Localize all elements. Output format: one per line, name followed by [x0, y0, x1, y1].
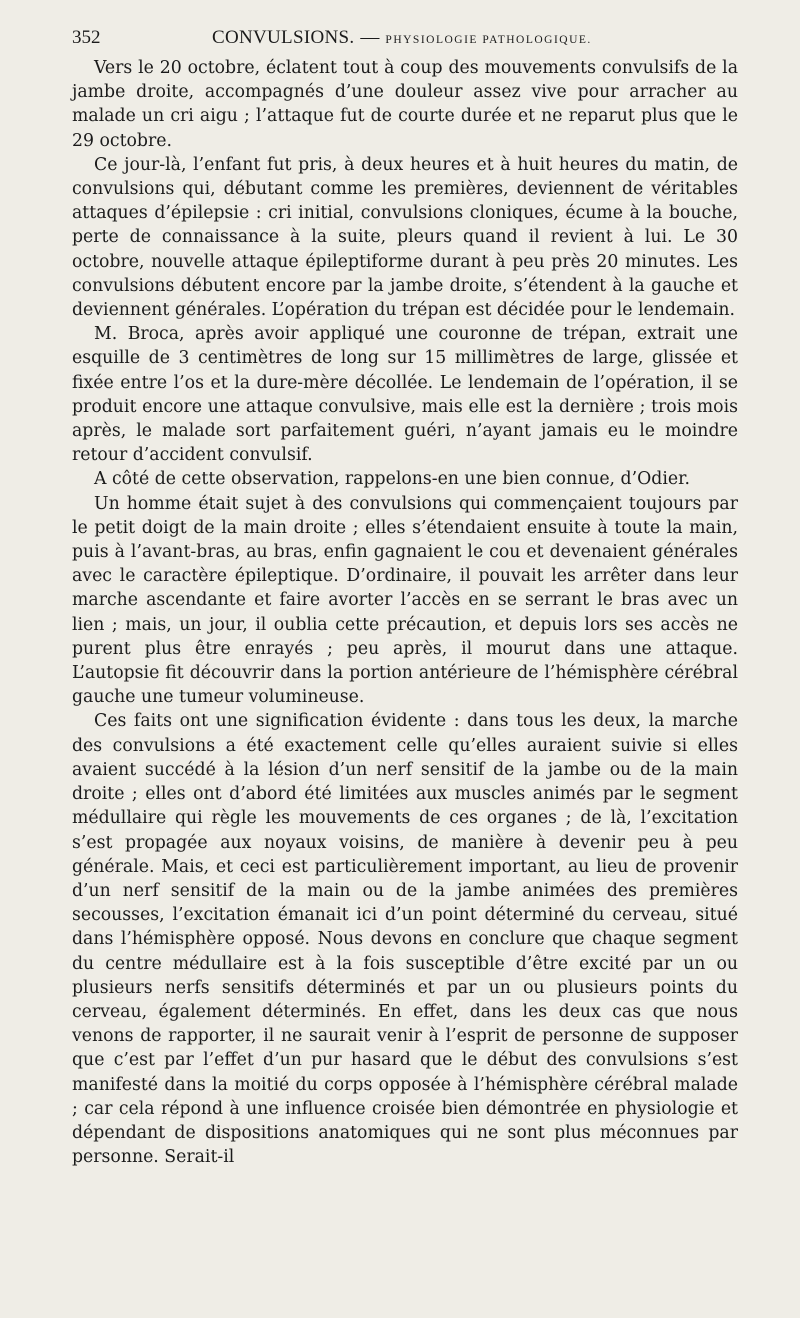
page-number: 352 — [72, 27, 101, 48]
paragraph-epileptic-attacks: Ce jour-là, l’enfant fut pris, à deux heures et à huit heures du matin, de convulsions qui, débutant comme les premières, deviennent de véritables attaques d’épilepsie : cri initial, convulsions cloniques, écume à la bouche, perte de connaissance à la suite, pleurs quand il revient à lui. Le 30 octobre, nouvelle attaque épileptiforme durant à peu près 20 minutes. Les convulsions débutent encore par la jambe droite, s’étendent à la gauche et deviennent générales. L’opération du trépan est décidée pour le lendemain. — [72, 154, 738, 321]
section-subtitle: PHYSIOLOGIE PATHOLOGIQUE. — [385, 34, 592, 46]
running-head — [72, 20, 738, 56]
body-text — [72, 56, 738, 1169]
chapter-title: CONVULSIONS. — [212, 27, 355, 48]
title-separator: — — [360, 27, 380, 48]
paragraph-broca-trepanation: M. Broca, après avoir appliqué une couronne de trépan, extrait une esquille de 3 centimètres de long sur 15 millimètres de large, glissée et fixée entre l’os et la dure-mère décollée. Le lendemain de l’opération, il se produit encore une attaque convulsive, mais elle est la dernière ; trois mois après, le malade sort parfaitement guéri, n’ayant jamais eu le moindre retour d’accident convulsif. — [72, 324, 738, 466]
paragraph-conclusion: Ces faits ont une signification évidente : dans tous les deux, la marche des convulsions a été exactement celle qu’elles auraient suivie si elles avaient succédé à la lésion d’un nerf sensitif de la jambe ou de la main droite ; elles ont d’abord été limitées aux muscles animés par le segment médullaire qui règle les mouvements de ces organes ; de là, l’excitation s’est propagée aux noyaux voisins, de manière à devenir peu à peu générale. Mais, et ceci est particulièrement important, au lieu de provenir d’un nerf sensitif de la main ou de la jambe animées des premières secousses, l’excitation émanait ici d’un point déterminé du cerveau, situé dans l’hémisphère opposé. Nous devons en conclure que chaque segment du centre médullaire est à la fois susceptible d’être excité par un ou plusieurs nerfs sensitifs déterminés et par un ou plusieurs points du cerveau, également déterminés. En effet, dans les deux cas que nous venons de rapporter, il ne saurait venir à l’esprit de personne de supposer que c’est par l’effet d’un pur hasard que le début des convulsions s’est manifesté dans la moitié du corps opposée à l’hémisphère cérébral malade ; car cela répond à une influence croisée bien démontrée en physiologie et dépendant de dispositions anatomiques qui ne sont plus méconnues par personne. Serait-il — [72, 711, 738, 1168]
paragraph-odier-intro: A côté de cette observation, rappelons-en une bien connue, d’Odier. — [94, 469, 690, 490]
book-page — [72, 20, 738, 1169]
paragraph-odier-case: Un homme était sujet à des convulsions qui commençaient toujours par le petit doigt de la main droite ; elles s’étendaient ensuite à toute la main, puis à l’avant-bras, au bras, enfin gagnaient le cou et devenaient générales avec le caractère épileptique. D’ordinaire, il pouvait les arrêter dans leur marche ascendante et faire avorter l’accès en se serrant le bras avec un lien ; mais, un jour, il oublia cette précaution, et depuis lors ses accès ne purent plus être enrayés ; peu après, il mourut dans une attaque. L’autopsie fit découvrir dans la portion antérieure de l’hémisphère cérébral gauche une tumeur volumineuse. — [72, 493, 738, 708]
paragraph-case-onset: Vers le 20 octobre, éclatent tout à coup des mouvements convulsifs de la jambe droite, accompagnés d’une douleur assez vive pour arracher au malade un cri aigu ; l’attaque fut de courte durée et ne reparut plus que le 29 octobre. — [72, 58, 738, 151]
running-title — [212, 20, 592, 58]
